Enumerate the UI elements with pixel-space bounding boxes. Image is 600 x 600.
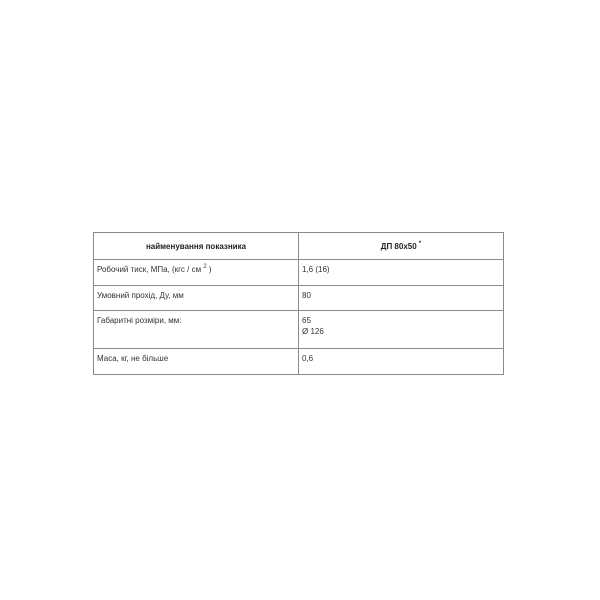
row-mass-value: 0,6 (299, 349, 504, 375)
table-row (94, 349, 504, 375)
row-overall-dimensions-value (299, 311, 504, 349)
row-working-pressure-value: 1,6 (16) (299, 260, 504, 286)
row-nominal-bore-name: Умовний прохід, Ду, мм (94, 286, 299, 311)
spec-table (93, 232, 504, 375)
pressure-label: Робочий тиск, МПа, (кгс / см (97, 265, 202, 274)
header-parameter-label: найменування показника (145, 241, 247, 251)
row-working-pressure-name (94, 260, 299, 286)
row-nominal-bore-value: 80 (299, 286, 504, 311)
table-row (94, 311, 504, 349)
header-model-label: ДП 80х50 (380, 241, 417, 251)
row-mass-name: Маса, кг, не більше (94, 349, 299, 375)
dimension-diameter-value: Ø 126 (302, 327, 324, 336)
table-row (94, 260, 504, 286)
pressure-label-close: ) (208, 265, 212, 274)
header-footnote-marker: * (418, 240, 422, 247)
header-product-model (299, 233, 504, 260)
table-header-row (94, 233, 504, 260)
header-parameter-name (94, 233, 299, 260)
table-row (94, 286, 504, 311)
dimension-height-value: 65 (302, 316, 311, 325)
pressure-unit-exponent: 2 (203, 264, 207, 270)
row-overall-dimensions-name: Габаритні розміри, мм: (94, 311, 299, 349)
